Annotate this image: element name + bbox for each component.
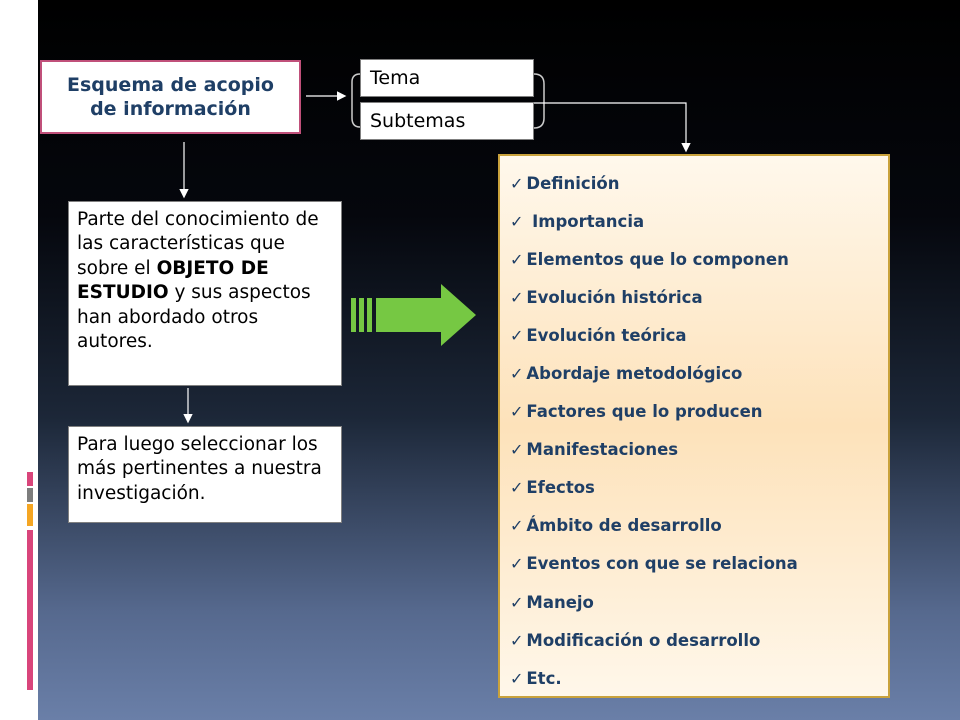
checkmark-icon: ✓ [510,592,524,612]
checkmark-icon: ✓ [510,211,524,231]
checklist-item [510,164,888,202]
checklist-item [510,202,888,240]
checklist-item [510,469,888,507]
schema-title-line1: Esquema de acopio [67,74,274,96]
checklist-item-label: Ámbito de desarrollo [526,516,722,536]
checklist-item [510,583,888,621]
checkmark-icon: ✓ [510,402,524,422]
checkmark-icon: ✓ [510,173,524,193]
checkmark-icon: ✓ [510,554,524,574]
checklist-item [510,393,888,431]
objeto-de-estudio-bold: OBJETO DE ESTUDIO [77,257,269,304]
checklist-item [510,545,888,583]
pill-bracket-right [534,74,544,128]
checkmark-icon: ✓ [510,630,524,650]
checklist-item [510,507,888,545]
conocimiento-text-b: y sus aspectos han abordado otros autores. [77,282,311,353]
checklist-item [510,354,888,392]
schema-title-line2: de información [90,98,251,120]
seleccionar-text: Para luego seleccionar los más pertinentes a nuestra investigación. [77,434,322,504]
checklist-item-label: Manejo [526,592,594,612]
checklist-item-label: Evolución teórica [526,325,687,345]
subtemas-box: Subtemas [360,102,534,140]
checkmark-icon: ✓ [510,668,524,688]
checklist-item-label: Etc. [526,668,562,688]
conocimiento-box [68,201,342,386]
checklist-item-label: Abordaje metodológico [526,364,743,384]
checklist-box [498,154,890,698]
checklist-item-label: Factores que lo producen [526,402,763,422]
checkmark-icon: ✓ [510,440,524,460]
conocimiento-text-a: Parte del conocimiento de las características que sobre el [77,209,319,279]
checklist-item-label: Definición [526,173,620,193]
seleccionar-box [68,426,342,523]
checkmark-icon: ✓ [510,287,524,307]
checklist [510,164,888,697]
checkmark-icon: ✓ [510,478,524,498]
checkmark-icon: ✓ [510,325,524,345]
pill-bracket [352,74,360,127]
checklist-item [510,240,888,278]
checklist-item [510,278,888,316]
checklist-item-label: Elementos que lo componen [526,249,789,269]
big-green-arrow-icon [351,284,476,346]
checklist-item-label: Evolución histórica [526,287,703,307]
tema-box: Tema [360,59,534,97]
arrow-subtemas-to-list [534,103,686,150]
checklist-item-label: Importancia [526,211,645,231]
checkmark-icon: ✓ [510,516,524,536]
checkmark-icon: ✓ [510,249,524,269]
checklist-item [510,316,888,354]
checklist-item [510,431,888,469]
schema-title-box [40,60,301,134]
checklist-item-label: Eventos con que se relaciona [526,554,798,574]
checklist-item-label: Modificación o desarrollo [526,630,761,650]
checklist-item [510,621,888,659]
checkmark-icon: ✓ [510,364,524,384]
checklist-item-label: Manifestaciones [526,440,679,460]
checklist-item-label: Efectos [526,478,595,498]
checklist-item [510,659,888,697]
